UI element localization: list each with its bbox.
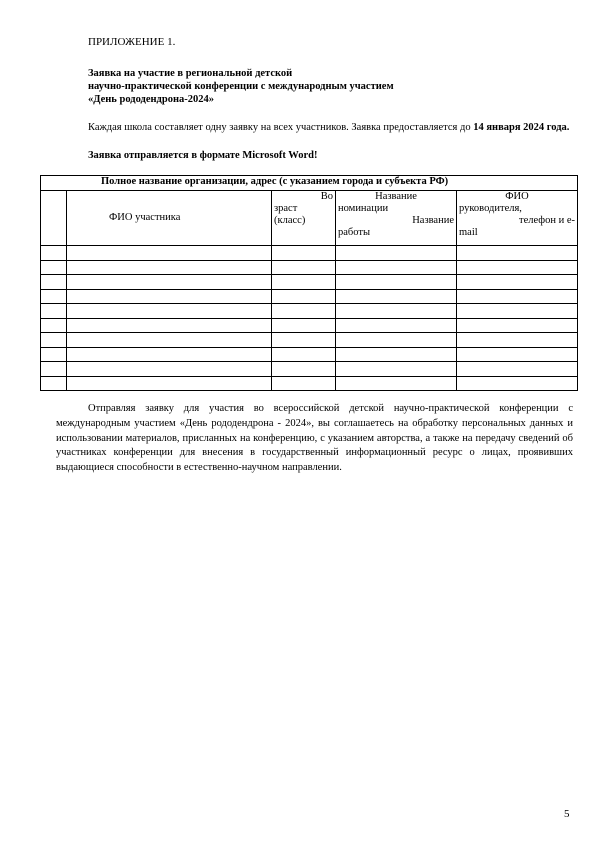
table-row (41, 318, 578, 333)
table-cell[interactable] (272, 318, 336, 333)
table-row (41, 362, 578, 377)
age-header (272, 191, 336, 246)
table-cell[interactable] (41, 275, 67, 290)
table-row (41, 376, 578, 391)
nomination-header-line-2: номинации (338, 203, 389, 214)
table-cell[interactable] (67, 289, 272, 304)
table-cell[interactable] (336, 376, 457, 391)
table-row (41, 333, 578, 348)
table-cell[interactable] (457, 376, 578, 391)
appendix-label: ПРИЛОЖЕНИЕ 1. (88, 36, 176, 48)
title-line-2: научно-практической конференции с международным участием (88, 81, 394, 92)
intro-deadline: 14 января 2024 года. (473, 122, 570, 133)
table-cell[interactable] (41, 260, 67, 275)
format-note: Заявка отправляется в формате Microsoft Word! (88, 150, 318, 161)
nomination-header-line-1: Название (375, 191, 417, 202)
table-cell[interactable] (41, 347, 67, 362)
supervisor-header (457, 191, 578, 246)
table-cell[interactable] (336, 260, 457, 275)
application-table (40, 175, 578, 391)
table-cell[interactable] (67, 318, 272, 333)
nomination-header-line-4: работы (338, 227, 371, 238)
index-column-header (41, 191, 67, 246)
table-cell[interactable] (41, 376, 67, 391)
supervisor-header-line-1: ФИО (505, 191, 529, 202)
table-cell[interactable] (336, 289, 457, 304)
title-line-1: Заявка на участие в региональной детской (88, 68, 293, 79)
table-cell[interactable] (272, 304, 336, 319)
table-cell[interactable] (272, 289, 336, 304)
table-cell[interactable] (457, 289, 578, 304)
table-cell[interactable] (272, 246, 336, 261)
table-cell[interactable] (67, 304, 272, 319)
table-cell[interactable] (336, 318, 457, 333)
table-cell[interactable] (272, 347, 336, 362)
table-cell[interactable] (41, 362, 67, 377)
table-row (41, 347, 578, 362)
table-cell[interactable] (336, 347, 457, 362)
table-cell[interactable] (41, 246, 67, 261)
age-header-line-1: Во (320, 191, 333, 202)
table-row (41, 304, 578, 319)
table-row (41, 246, 578, 261)
table-header-row (41, 176, 578, 191)
age-header-line-3: (класс) (274, 215, 306, 226)
table-cell[interactable] (272, 275, 336, 290)
table-cell[interactable] (457, 318, 578, 333)
table-cell[interactable] (67, 362, 272, 377)
document-title (88, 67, 508, 106)
intro-paragraph (56, 121, 573, 135)
page-number: 5 (564, 808, 570, 820)
table-cell[interactable] (272, 376, 336, 391)
table-cell[interactable] (336, 304, 457, 319)
nomination-header (336, 191, 457, 246)
table-cell[interactable] (41, 289, 67, 304)
table-cell[interactable] (457, 246, 578, 261)
table-cell[interactable] (336, 333, 457, 348)
table-cell[interactable] (41, 333, 67, 348)
consent-paragraph: Отправляя заявку для участия во всероссийской детской научно-практической конференции с международным участием «День рододендрона - 2024», вы соглашаетесь на обработку персональных данных и использовании материалов, присланных на конференцию, с указанием авторства, а также на передачу сведений об участниках конференции для внесения в государственный информационный ресурс о лицах, проявивших выдающиеся способности в естественно-научном направлении. (56, 403, 573, 474)
table-cell[interactable] (41, 318, 67, 333)
table-cell[interactable] (457, 333, 578, 348)
table-cell[interactable] (457, 260, 578, 275)
table-cell[interactable] (67, 347, 272, 362)
table-cell[interactable] (41, 304, 67, 319)
nomination-header-line-3: Название (412, 215, 454, 226)
table-cell[interactable] (67, 275, 272, 290)
table-cell[interactable] (67, 376, 272, 391)
organization-header: Полное название организации, адрес (с указанием города и субъекта РФ) (41, 176, 578, 191)
table-cell[interactable] (336, 246, 457, 261)
intro-text: Каждая школа составляет одну заявку на всех участников. Заявка предоставляется до (88, 122, 474, 133)
table-cell[interactable] (457, 362, 578, 377)
age-header-line-2: зраст (274, 203, 298, 214)
table-cell[interactable] (272, 260, 336, 275)
table-cell[interactable] (67, 333, 272, 348)
table-row (41, 260, 578, 275)
table-cell[interactable] (457, 347, 578, 362)
table-cell[interactable] (457, 275, 578, 290)
table-cell[interactable] (272, 333, 336, 348)
table-cell[interactable] (67, 246, 272, 261)
supervisor-header-line-4: mail (459, 227, 478, 238)
table-cell[interactable] (336, 362, 457, 377)
table-cell[interactable] (67, 260, 272, 275)
table-cell[interactable] (457, 304, 578, 319)
column-header-row (41, 191, 578, 246)
supervisor-header-line-3: телефон и e- (519, 215, 576, 226)
table-cell[interactable] (272, 362, 336, 377)
title-line-3: «День рододендрона-2024» (88, 94, 215, 105)
supervisor-header-line-2: руководителя, (459, 203, 522, 214)
table-cell[interactable] (336, 275, 457, 290)
participant-name-header: ФИО участника (67, 191, 272, 246)
table-row (41, 275, 578, 290)
table-row (41, 289, 578, 304)
